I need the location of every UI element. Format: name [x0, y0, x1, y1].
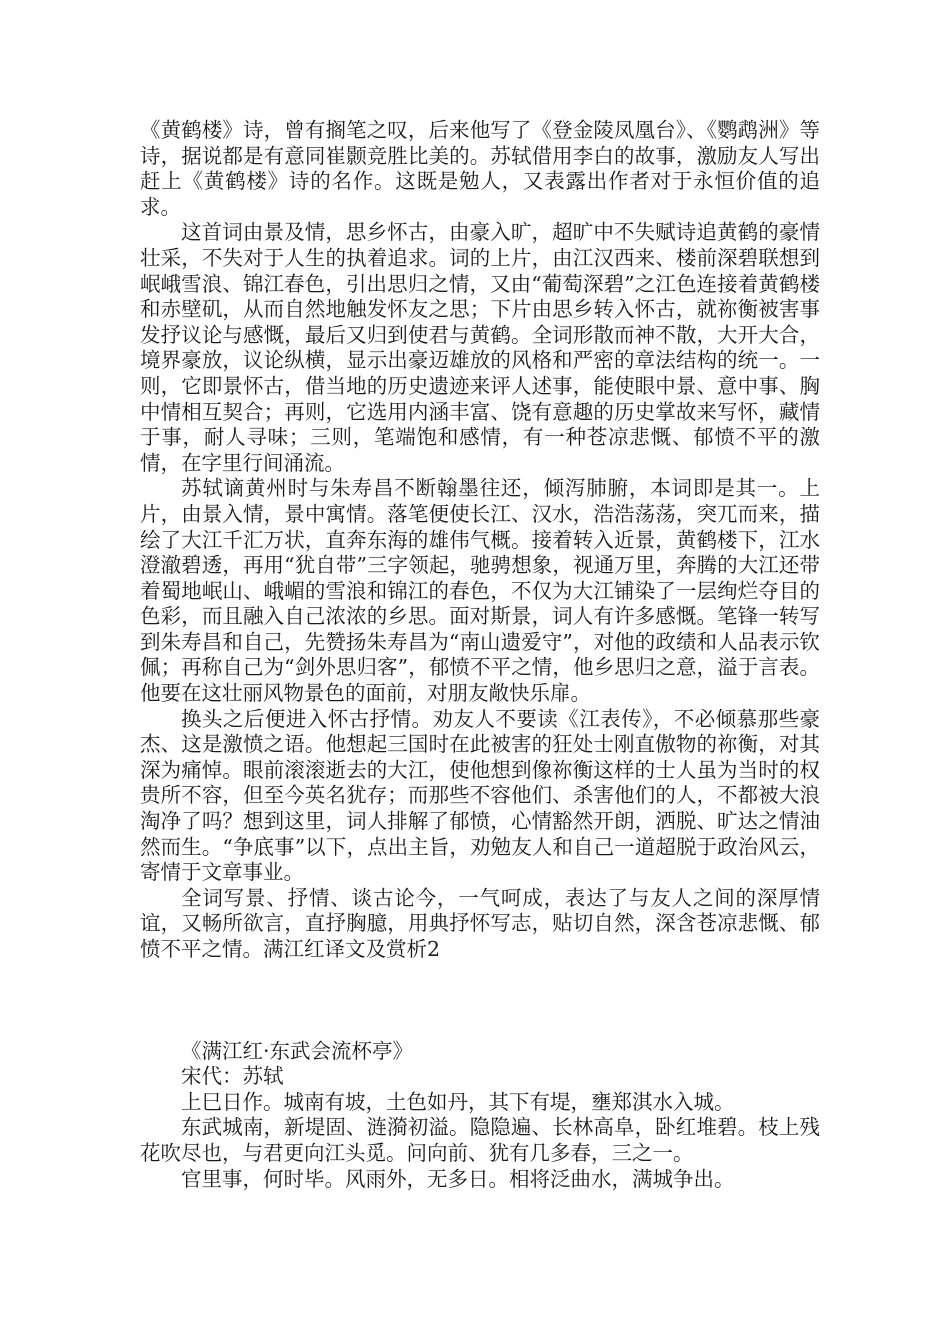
poem-line-1: 上巳日作。城南有坡，土色如丹，其下有堤，壅郑淇水入城。 [181, 1089, 735, 1114]
poem-author: 宋代：苏轼 [181, 1064, 284, 1089]
paragraph-3: 苏轼谪黄州时与朱寿昌不断翰墨往还，倾泻肺腑，本词即是其一。上片，由景入情，景中寓情。落笔便使长江、汉水，浩浩荡荡，突兀而来，描绘了大江千汇万状，直奔东海的雄伟气概。接着转入近景，黄鹤楼下，江水澄澈碧透，再用“犹自带”三字领起，驰骋想象，视通万里，奔腾的大江还带着蜀地岷山、峨嵋的雪浪和锦江的春色，不仅为大江铺染了一层绚烂夺目的色彩，而且融入自己浓浓的乡思。面对斯景，词人有许多感慨。笔锋一转写到朱寿昌和自己，先赞扬朱寿昌为“南山遗爱守”，对他的政绩和人品表示钦佩；再称自己为“剑外思归客”，郁愤不平之情，他乡思归之意，溢于言表。他要在这壮丽风物景色的面前，对朋友敞快乐扉。 [140, 476, 820, 706]
poem-line-2: 东武城南，新堤固、涟漪初溢。隐隐遍、长林高阜，卧红堆碧。枝上残花吹尽也，与君更向江头觅。问向前、犹有几多春，三之一。 [140, 1115, 820, 1165]
paragraph-5: 全词写景、抒情、谈古论今，一气呵成，表达了与友人之间的深厚情谊，又畅所欲言，直抒胸臆，用典抒怀写志，贴切自然，深含苍凉悲慨、郁愤不平之情。满江红译文及赏析2 [140, 885, 820, 961]
poem-title: 《满江红·东武会流杯亭》 [181, 1038, 414, 1063]
poem-line-3: 官里事，何时毕。风雨外，无多日。相将泛曲水，满城争出。 [181, 1166, 735, 1191]
paragraph-1: 《黄鹤楼》诗，曾有搁笔之叹，后来他写了《登金陵凤凰台》、《鹦鹉洲》等诗，据说都是有意同崔颢竞胜比美的。苏轼借用李白的故事，激励友人写出赶上《黄鹤楼》诗的名作。这既是勉人，又表露出作者对于永恒价值的追求。 [140, 118, 820, 219]
paragraph-2: 这首词由景及情，思乡怀古，由豪入旷，超旷中不失赋诗追黄鹤的豪情壮采，不失对于人生的执着追求。词的上片，由江汉西来、楼前深碧联想到岷峨雪浪、锦江春色，引出思归之情，又由“葡萄深碧”之江色连接着黄鹤楼和赤壁矶，从而自然地触发怀友之思；下片由思乡转入怀古，就祢衡被害事发抒议论与感慨，最后又归到使君与黄鹤。全词形散而神不散，大开大合，境界豪放，议论纵横，显示出豪迈雄放的风格和严密的章法结构的统一。一则，它即景怀古，借当地的历史遗迹来评人述事，能使眼中景、意中事、胸中情相互契合；再则，它选用内涵丰富、饶有意趣的历史掌故来写怀，藏情于事，耐人寻味；三则，笔端饱和感情，有一种苍凉悲慨、郁愤不平的激情，在字里行间涌流。 [140, 220, 820, 475]
section-gap [140, 963, 820, 1039]
paragraph-4: 换头之后便进入怀古抒情。劝友人不要读《江表传》，不必倾慕那些豪杰、这是激愤之语。他想起三国时在此被害的狂处士刚直傲物的祢衡，对其深为痛悼。眼前滚滚逝去的大江，使他想到像祢衡这样的士人虽为当时的权贵所不容，但至今英名犹存；而那些不容他们、杀害他们的人，不都被大浪淘净了吗？想到这里，词人排解了郁愤，心情豁然开朗，洒脱、旷达之情油然而生。“争底事”以下，点出主旨，劝勉友人和自己一道超脱于政治风云，寄情于文章事业。 [140, 706, 820, 885]
document-body [140, 118, 820, 1192]
